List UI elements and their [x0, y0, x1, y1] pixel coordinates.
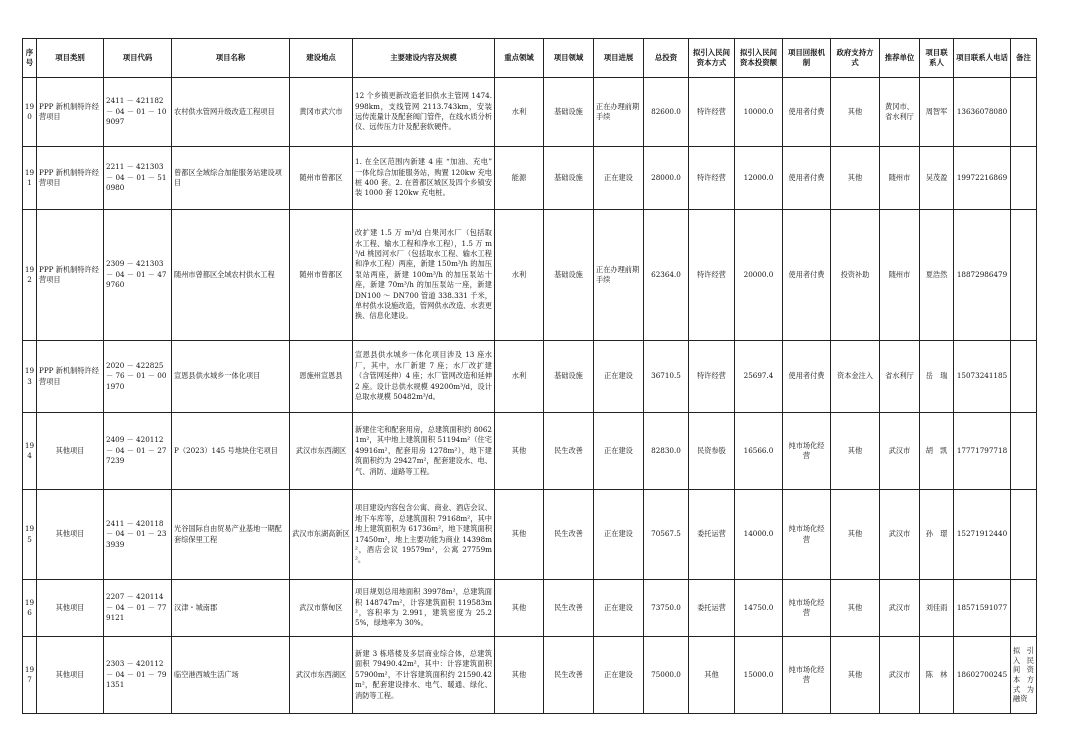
cell-seq: 191 — [23, 147, 37, 210]
cell-content: 改扩建 1.5 万 m³/d 白果河水厂（包括取水工程、输水工程和净水工程），1.5 万 m³/d 桃园河水厂（包括取水工程、输水工程和净水工程）两座，新建 150m³/h 的加压泵站两座，新建 100m³/h 的加压泵站十座，新建 70m³/h 的加压泵站一座，新建 DN100 ～ DN700 管道 338.331 千米，单村供水设施改造，管网供水改造、水表更换、信息化建设。 — [353, 210, 495, 341]
cell-code: 2309 － 421303 － 04 － 01 － 479760 — [104, 210, 172, 341]
cell-category: PPP 新机制特许经营项目 — [37, 210, 104, 341]
cell-key-field: 其他 — [495, 413, 544, 490]
cell-note — [1011, 580, 1037, 637]
header-contact: 项目联系人 — [920, 39, 954, 78]
cell-seq: 192 — [23, 210, 37, 341]
header-amount: 拟引入民间资本投资额 — [735, 39, 783, 78]
cell-method: 特许经营 — [689, 341, 735, 413]
cell-total: 73750.0 — [644, 580, 689, 637]
cell-key-field: 水利 — [495, 210, 544, 341]
cell-phone: 18571591077 — [954, 580, 1011, 637]
cell-code: 2207 － 420114 － 04 － 01 － 779121 — [104, 580, 172, 637]
table-row — [23, 341, 1037, 413]
header-total: 总投资 — [644, 39, 689, 78]
cell-category: 其他项目 — [37, 413, 104, 490]
cell-note — [1011, 210, 1037, 341]
cell-amount: 15000.0 — [735, 637, 783, 714]
cell-phone: 15073241185 — [954, 341, 1011, 413]
project-table-sheet — [22, 38, 1037, 714]
cell-code: 2303 － 420112 － 04 － 01 － 791351 — [104, 637, 172, 714]
cell-location: 随州市曾都区 — [290, 147, 353, 210]
cell-progress: 正在建设 — [594, 413, 644, 490]
cell-method: 委托运营 — [689, 580, 735, 637]
cell-note — [1011, 78, 1037, 147]
cell-recommender: 省水利厅 — [880, 341, 920, 413]
table-row — [23, 490, 1037, 580]
cell-name: P（2023）145 号地块住宅项目 — [172, 413, 290, 490]
cell-field: 民生改善 — [544, 490, 594, 580]
cell-support: 其他 — [831, 637, 880, 714]
cell-name: 随州市曾都区全域农村供水工程 — [172, 210, 290, 341]
project-table — [22, 38, 1037, 714]
cell-total: 62364.0 — [644, 210, 689, 341]
cell-progress: 正在办理前期手续 — [594, 78, 644, 147]
cell-name: 光谷国际自由贸易产业基地一期配套综保里工程 — [172, 490, 290, 580]
header-code: 项目代码 — [104, 39, 172, 78]
cell-return: 纯市场化经营 — [783, 580, 831, 637]
cell-location: 武汉市东湖高新区 — [290, 490, 353, 580]
cell-key-field: 能源 — [495, 147, 544, 210]
cell-location: 随州市曾都区 — [290, 210, 353, 341]
header-seq: 序号 — [23, 39, 37, 78]
cell-category: 其他项目 — [37, 580, 104, 637]
cell-phone: 19972216869 — [954, 147, 1011, 210]
cell-key-field: 其他 — [495, 490, 544, 580]
header-category: 项目类别 — [37, 39, 104, 78]
cell-code: 2211 － 421303 － 04 － 01 － 510980 — [104, 147, 172, 210]
cell-location: 武汉市东西湖区 — [290, 637, 353, 714]
header-recommender: 推荐单位 — [880, 39, 920, 78]
cell-method: 民资参股 — [689, 413, 735, 490]
cell-recommender: 武汉市 — [880, 490, 920, 580]
cell-total: 36710.5 — [644, 341, 689, 413]
cell-total: 28000.0 — [644, 147, 689, 210]
cell-recommender: 随州市 — [880, 210, 920, 341]
cell-code: 2411 － 420118 － 04 － 01 － 233939 — [104, 490, 172, 580]
header-return: 项目回报机制 — [783, 39, 831, 78]
cell-name: 曾都区全域综合加能服务站建设项目 — [172, 147, 290, 210]
header-key-field: 重点领域 — [495, 39, 544, 78]
cell-amount: 16566.0 — [735, 413, 783, 490]
header-support: 政府支持方式 — [831, 39, 880, 78]
table-row — [23, 637, 1037, 714]
cell-field: 民生改善 — [544, 413, 594, 490]
cell-total: 82830.0 — [644, 413, 689, 490]
table-row — [23, 78, 1037, 147]
cell-name: 临空港西城生活广场 — [172, 637, 290, 714]
cell-seq: 197 — [23, 637, 37, 714]
cell-location: 黄冈市武穴市 — [290, 78, 353, 147]
cell-seq: 193 — [23, 341, 37, 413]
cell-return: 纯市场化经营 — [783, 413, 831, 490]
cell-category: PPP 新机制特许经营项目 — [37, 78, 104, 147]
cell-category: PPP 新机制特许经营项目 — [37, 341, 104, 413]
cell-seq: 194 — [23, 413, 37, 490]
cell-amount: 12000.0 — [735, 147, 783, 210]
table-row — [23, 580, 1037, 637]
table-row — [23, 210, 1037, 341]
cell-method: 委托运营 — [689, 490, 735, 580]
cell-phone: 18872986479 — [954, 210, 1011, 341]
cell-return: 纯市场化经营 — [783, 490, 831, 580]
cell-contact: 孙 璟 — [920, 490, 954, 580]
cell-amount: 25697.4 — [735, 341, 783, 413]
cell-content: 项目建设内容包含公寓、商业、酒店会议、地下车库等，总建筑面积 79168m²，其中地上建筑面积为 61736m²，地下建筑面积 17450m²，地上主要功能为商业 14398m²，酒店会议 19579m²，公寓 27759m²。 — [353, 490, 495, 580]
cell-method: 特许经营 — [689, 147, 735, 210]
cell-key-field: 水利 — [495, 341, 544, 413]
cell-progress: 正在建设 — [594, 580, 644, 637]
cell-support: 其他 — [831, 413, 880, 490]
cell-return: 使用者付费 — [783, 147, 831, 210]
cell-amount: 10000.0 — [735, 78, 783, 147]
cell-content: 新建 3 栋塔楼及多层商业综合体，总建筑面积 79490.42m²，其中：计容建筑面积 57900m²，不计容建筑面积约 21590.42m²，配套建设排水、电气、暖通、绿化、消防等工程。 — [353, 637, 495, 714]
cell-field: 民生改善 — [544, 637, 594, 714]
cell-content: 项目规划总用地面积 39978m²，总建筑面积 148747m²，计容建筑面积 119583m²，容积率为 2.991，建筑密度为 25.25%，绿地率为 30%。 — [353, 580, 495, 637]
cell-amount: 14750.0 — [735, 580, 783, 637]
cell-total: 82600.0 — [644, 78, 689, 147]
cell-seq: 196 — [23, 580, 37, 637]
cell-phone: 18602700245 — [954, 637, 1011, 714]
cell-return: 使用者付费 — [783, 210, 831, 341]
cell-support: 其他 — [831, 580, 880, 637]
cell-field: 基础设施 — [544, 78, 594, 147]
cell-content: 新建住宅和配套用房，总建筑面积约 80621m²，其中地上建筑面积 51194m²（住宅 49916m²，配套用房 1278m²），地下建筑面积约为 29427m²，配套建设水、电、气、消防、道路等工程。 — [353, 413, 495, 490]
cell-field: 基础设施 — [544, 147, 594, 210]
cell-progress: 正在建设 — [594, 341, 644, 413]
cell-contact: 刘佳雨 — [920, 580, 954, 637]
cell-key-field: 其他 — [495, 580, 544, 637]
cell-progress: 正在建设 — [594, 147, 644, 210]
cell-total: 70567.5 — [644, 490, 689, 580]
cell-amount: 14000.0 — [735, 490, 783, 580]
cell-category: 其他项目 — [37, 490, 104, 580]
cell-location: 恩施州宣恩县 — [290, 341, 353, 413]
cell-name: 汉津・城南郡 — [172, 580, 290, 637]
cell-field: 基础设施 — [544, 210, 594, 341]
table-row — [23, 147, 1037, 210]
cell-field: 基础设施 — [544, 341, 594, 413]
cell-phone: 15271912440 — [954, 490, 1011, 580]
cell-contact: 周智军 — [920, 78, 954, 147]
cell-note — [1011, 147, 1037, 210]
cell-key-field: 其他 — [495, 637, 544, 714]
header-field: 项目领域 — [544, 39, 594, 78]
cell-recommender: 武汉市 — [880, 580, 920, 637]
cell-note — [1011, 413, 1037, 490]
cell-key-field: 水利 — [495, 78, 544, 147]
cell-method: 其他 — [689, 637, 735, 714]
cell-field: 民生改善 — [544, 580, 594, 637]
cell-seq: 190 — [23, 78, 37, 147]
header-name: 项目名称 — [172, 39, 290, 78]
cell-support: 投资补助 — [831, 210, 880, 341]
cell-return: 使用者付费 — [783, 341, 831, 413]
cell-progress: 正在建设 — [594, 637, 644, 714]
cell-recommender: 随州市 — [880, 147, 920, 210]
cell-location: 武汉市蔡甸区 — [290, 580, 353, 637]
cell-return: 使用者付费 — [783, 78, 831, 147]
cell-category: 其他项目 — [37, 637, 104, 714]
header-note: 备注 — [1011, 39, 1037, 78]
cell-support: 其他 — [831, 78, 880, 147]
cell-code: 2020 － 422825 － 76 － 01 － 001970 — [104, 341, 172, 413]
cell-content: 宣恩县供水城乡一体化项目涉及 13 座水厂，其中，水厂新建 7 座；水厂改扩建（含管网延伸）4 座；水厂管网改造和延伸 2 座。设计总供水规模 49200m³/d，设计总取水规模 50482m³/d。 — [353, 341, 495, 413]
header-row — [23, 39, 1037, 78]
cell-note — [1011, 341, 1037, 413]
cell-note: 拟引入民间资本方式为融资 — [1011, 637, 1037, 714]
cell-code: 2409 － 420112 － 04 － 01 － 277239 — [104, 413, 172, 490]
cell-total: 75000.0 — [644, 637, 689, 714]
cell-phone: 17771797718 — [954, 413, 1011, 490]
table-row — [23, 413, 1037, 490]
cell-method: 特许经营 — [689, 78, 735, 147]
cell-support: 资本金注入 — [831, 341, 880, 413]
cell-name: 农村供水管网升级改造工程项目 — [172, 78, 290, 147]
header-phone: 项目联系人电话 — [954, 39, 1011, 78]
header-location: 建设地点 — [290, 39, 353, 78]
cell-content: 12 个乡镇更新改造老旧供水主管网 1474.998km，支线管网 2113.743km，安装远传流量计及配套阀门管件，在线水质分析仪、远传压力计及配套软硬件。 — [353, 78, 495, 147]
header-progress: 项目进展 — [594, 39, 644, 78]
header-content: 主要建设内容及规模 — [353, 39, 495, 78]
cell-contact: 胡 凯 — [920, 413, 954, 490]
cell-recommender: 武汉市 — [880, 637, 920, 714]
cell-progress: 正在建设 — [594, 490, 644, 580]
cell-code: 2411 － 421182 － 04 － 01 － 109097 — [104, 78, 172, 147]
cell-contact: 夏浩然 — [920, 210, 954, 341]
cell-location: 武汉市东西湖区 — [290, 413, 353, 490]
cell-category: PPP 新机制特许经营项目 — [37, 147, 104, 210]
cell-note — [1011, 490, 1037, 580]
cell-recommender: 黄冈市、省水利厅 — [880, 78, 920, 147]
cell-support: 其他 — [831, 490, 880, 580]
cell-phone: 13636078080 — [954, 78, 1011, 147]
cell-method: 特许经营 — [689, 210, 735, 341]
cell-amount: 20000.0 — [735, 210, 783, 341]
cell-contact: 岳 瑞 — [920, 341, 954, 413]
cell-content: 1. 在全区范围内新建 4 座 “加油、充电” 一体化综合加能服务站，购置 120kw 充电桩 400 套。2. 在曾都区城区及四个乡镇安装 1000 套 120kw 充电桩。 — [353, 147, 495, 210]
cell-recommender: 武汉市 — [880, 413, 920, 490]
header-method: 拟引入民间资本方式 — [689, 39, 735, 78]
cell-return: 纯市场化经营 — [783, 637, 831, 714]
cell-contact: 吴茂盈 — [920, 147, 954, 210]
cell-contact: 陈 林 — [920, 637, 954, 714]
cell-progress: 正在办理前期手续 — [594, 210, 644, 341]
cell-support: 其他 — [831, 147, 880, 210]
cell-name: 宣恩县供水城乡一体化项目 — [172, 341, 290, 413]
cell-seq: 195 — [23, 490, 37, 580]
